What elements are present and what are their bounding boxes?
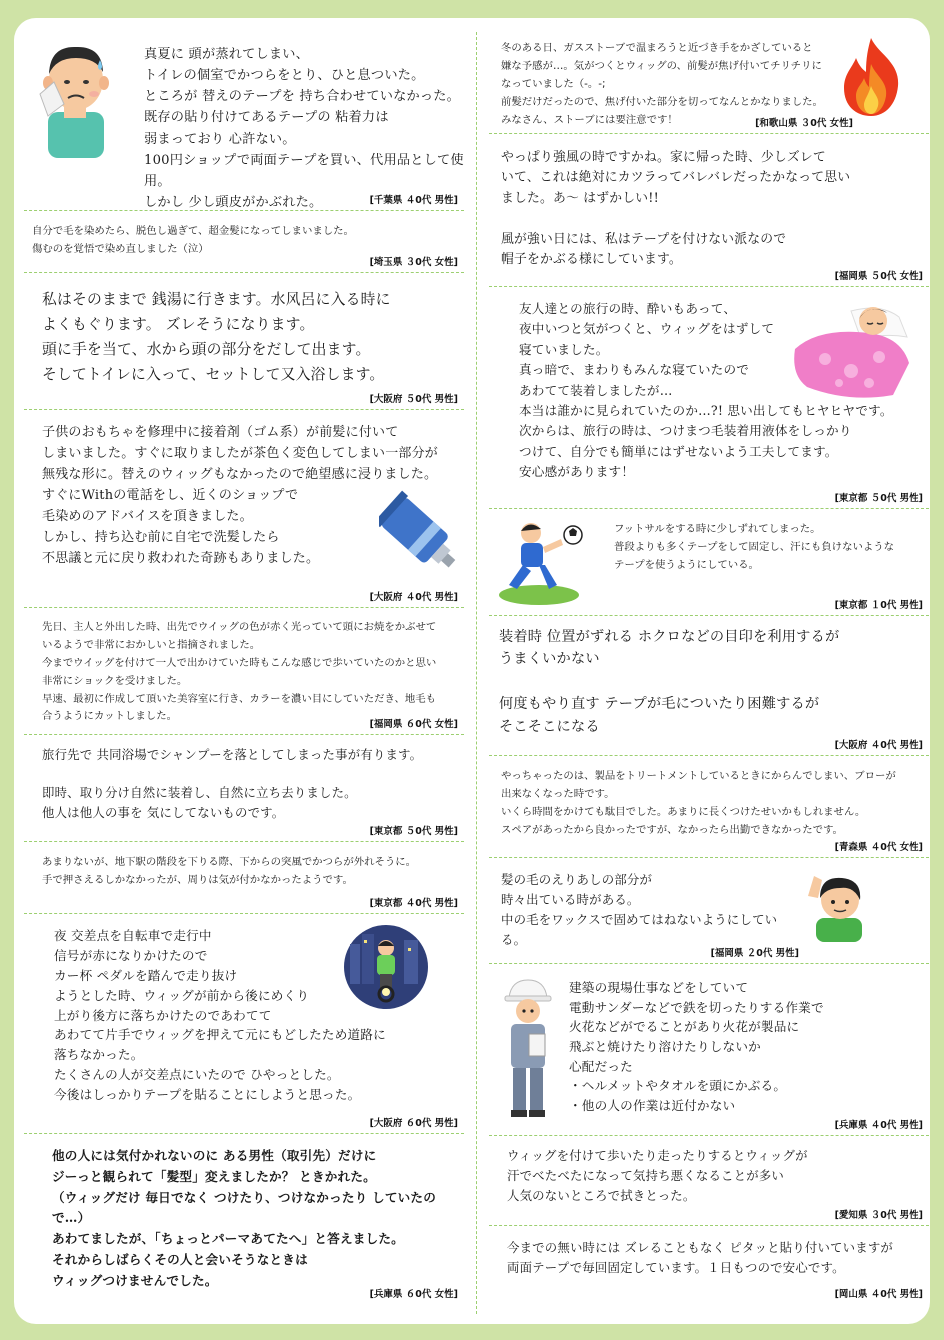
entry-attribution: [大阪府 ４0代 男性] <box>834 740 923 751</box>
entry-attribution: [愛知県 ３0代 男性] <box>834 1210 923 1221</box>
entry-text: 私はそのままで 銭湯に行きます。水风呂に入る時に よくもぐります。 ズレそうになります。 頭に手を当て、水から頭の部分をだして出ます。 そしてトイレに入って、セットして又入浴します。 <box>42 291 391 384</box>
entry-text: 今までの無い時には ズレることもなく ピタッと貼り付いていますが 両面テープで毎回固定しています。１日もつので安心です。 <box>507 1240 893 1276</box>
entry-okayama <box>489 1226 929 1304</box>
entry-text: 自分で毛を染めたら、脱色し過ぎて、超金髪になってしまいました。 傷むのを覚悟で染め直しました（泣） <box>32 225 354 255</box>
entry-tokyo-2 <box>24 842 464 914</box>
entry-osaka-4 <box>489 616 929 756</box>
entry-attribution: [東京都 １0代 男性] <box>834 600 923 611</box>
column-divider <box>476 32 477 1314</box>
entry-wakayama <box>489 26 929 134</box>
boy-touching-hair-illustration <box>804 868 874 942</box>
entry-attribution: [埼玉県 ３0代 女性] <box>369 257 458 268</box>
entry-text: 夜 交差点を自転車で走行中 信号が赤になりかけたので カー杯 ペダルを踏んで走り抜け ようとした時、ウィッグが前から後にめくり 上がり後方に落ちかけたのであわてて あわてて片手でウィッグを押えて元にもどしたため道路に 落ちなかった。 たくさんの人が交差点にいたので ひやっとした。 今後はしっかりテープを貼ることにしようと思った。 <box>54 928 386 1103</box>
entry-saitama <box>24 211 464 273</box>
entry-text: 冬のある日、ガスストーブで温まろうと近づき手をかざしていると 嫌な予感が…。気がつくとウィッグの、前髪が焦げ付いてチリチリに なっていました（-。-; 前髪だけだったので、焦げ付いた部分を切ってなんとかなりました。 みなさん、ストーブには要注意です！ <box>501 42 823 126</box>
entry-text: 建築の現場仕事などをしていて 電動サンダーなどで鉄を切ったりする作業で 火花などがでることがあり火花が製品に 飛ぶと焼けたり溶けたりしないか 心配だった ・ヘルメットやタオルを頭にかぶる。 ・他の人の作業は近付かない <box>569 980 824 1113</box>
entry-attribution: [大阪府 ６0代 男性] <box>369 1118 458 1129</box>
entry-osaka-2 <box>24 410 464 608</box>
entry-text: 髪の毛のえりあしの部分が 時々出ている時がある。 中の毛をワックスで固めてはねないようにしている。 <box>501 872 778 947</box>
construction-worker-illustration <box>499 976 557 1118</box>
entry-tokyo-3 <box>489 287 929 509</box>
entry-fukuoka-2 <box>489 134 929 287</box>
entry-text: 先日、主人と外出した時、出先でウイッグの色が赤く光っていて頭にお焼をかぶせて いるようで非常におかしいと指摘されました。 今までウイッグを付けて一人で出かけていた時もこんな感じで歩いていたのかと思い 非常にショックを受けました。 早速、最初に作成して頂いた美容室に行き、カラーを濃い目にしていただき、地毛も 合うようにカットしました。 <box>42 621 437 723</box>
entry-tokyo-1 <box>24 735 464 842</box>
entry-attribution: [兵庫県 ６0代 女性] <box>369 1289 458 1300</box>
entry-attribution: [福岡県 ２0代 男性] <box>710 948 799 959</box>
entry-attribution: [大阪府 ５0代 男性] <box>369 394 458 405</box>
entry-text: やっちゃったのは、製品をトリートメントしているときにからんでしまい、ブローが 出来なくなった時です。 いくら時間をかけても駄目でした。あまりに長くつけたせいかもしれません。 スペアがあったから良かったですが、なかったら出勤できなかったです。 <box>501 770 896 836</box>
entry-attribution: [和歌山県 ３0代 女性] <box>755 118 853 129</box>
entry-text: 真夏に 頭が蒸れてしまい、 トイレの個室でかつらをとり、ひと息ついた。 ところが 替えのテープを 持ち合わせていなかった。 既存の貼り付けてあるテープの 粘着力は 弱まっており 心許ない。 100円ショップで両面テープを買い、代用品として使用。 しかし 少し頭皮がかぶれた。 <box>144 47 464 210</box>
entry-attribution: [東京都 ４0代 男性] <box>369 898 458 909</box>
futsal-player-illustration <box>499 515 587 607</box>
entry-attribution: [岡山県 ４0代 男性] <box>834 1289 923 1300</box>
entry-chiba <box>24 26 464 211</box>
entry-attribution: [東京都 ５0代 男性] <box>834 493 923 504</box>
entry-hyogo-1 <box>24 1134 464 1304</box>
entry-aichi <box>489 1136 929 1226</box>
entry-text: やっぱり強風の時ですかね。家に帰った時、少しズレて いて、これは絶対にカツラってバレバレだったかなって思い ました。あ〜 はずかしい!! 風が強い日には、私はテープを付けない派なので 帽子をかぶる様にしています。 <box>501 150 851 268</box>
entry-fukuoka-3 <box>489 858 929 964</box>
entry-attribution: [兵庫県 ４0代 男性] <box>834 1120 923 1131</box>
entry-attribution: [大阪府 ４0代 男性] <box>369 592 458 603</box>
left-column <box>24 26 464 1304</box>
entry-attribution: [青森県 ４0代 女性] <box>834 842 923 853</box>
entry-osaka-3 <box>24 914 464 1134</box>
entry-text: 他の人には気付かれないのに ある男性（取引先）だけに ジーっと観られて「髪型」変えましたか？ ときかれた。 （ウィッグだけ 毎日でなく つけたり、つけなかったり していたので…） あわてましたが、「ちょっとパーマあてたへ」と答えました。 それからしばらくその人と会いそうなときは ウィッグつけませんでした。 <box>52 1148 437 1288</box>
entry-text: 旅行先で 共同浴場でシャンプーを落としてしまった事が有ります。 即時、取り分け自然に装着し、自然に立ち去りました。 他人は他人の事を 気にしてないものです。 <box>42 747 423 820</box>
entry-attribution: [福岡県 ６0代 女性] <box>369 719 458 730</box>
entry-attribution: [東京都 ５0代 男性] <box>369 826 458 837</box>
entry-text: あまりないが、地下駅の階段を下りる際、下からの突風でかつらが外れそうに。 手で押さえるしかなかったが、周りは気が付かなかったようです。 <box>42 856 417 886</box>
right-column <box>489 26 929 1304</box>
sweating-man-illustration <box>34 38 118 158</box>
entry-tokyo-4 <box>489 509 929 616</box>
entry-fukuoka-1 <box>24 608 464 735</box>
entry-attribution: [福岡県 ５0代 女性] <box>834 271 923 282</box>
entry-attribution: [千葉県 ４0代 男性] <box>369 195 458 206</box>
entry-aomori <box>489 756 929 858</box>
entry-hyogo-2 <box>489 964 929 1136</box>
entry-osaka-1 <box>24 273 464 410</box>
flame-illustration <box>834 34 908 118</box>
entry-text: ウィッグを付けて歩いたり走ったりするとウィッグが 汗でべたべたになって気持ち悪くなることが多い 人気のないところで拭きとった。 <box>507 1148 808 1203</box>
entry-text: フットサルをする時に少しずれてしまった。 普段よりも多くテープをして固定し、汗にも負けないような テープを使うようにしている。 <box>614 523 895 571</box>
entry-text: 装着時 位置がずれる ホクロなどの目印を利用するが うまくいかない 何度もやり直す テープが毛についたり困難するが そこそこになる <box>499 629 840 735</box>
testimonial-page <box>14 18 930 1324</box>
entry-text: 子供のおもちゃを修理中に接着剤（ゴム系）が前髪に付いて しまいました。すぐに取りましたが茶色く変色してしまい一部分が 無残な形に。替えのウィッグもなかったので絶望感に浸りました。 すぐにWithの電話をし、近くのショップで 毛染めのアドバイスを頂きました。 しかし、持ち込む前に自宅で洗髪したら 不思議と元に戻り救われた奇跡もありました。 <box>42 425 439 567</box>
entry-text: 友人達との旅行の時、酔いもあって、 夜中いつと気がつくと、ウィッグをはずして 寝ていました。 真っ暗で、まわりもみんな寝ていたので あわてて装着しましたが… 本当は誰かに見られていたのか…?! 思い出してもヒヤヒヤです。 次からは、旅行の時は、つけまつ毛装着用液体をしっかり つけて、自分でも簡単にはずせないよう工夫してます。 安心感があります！ <box>519 301 893 480</box>
